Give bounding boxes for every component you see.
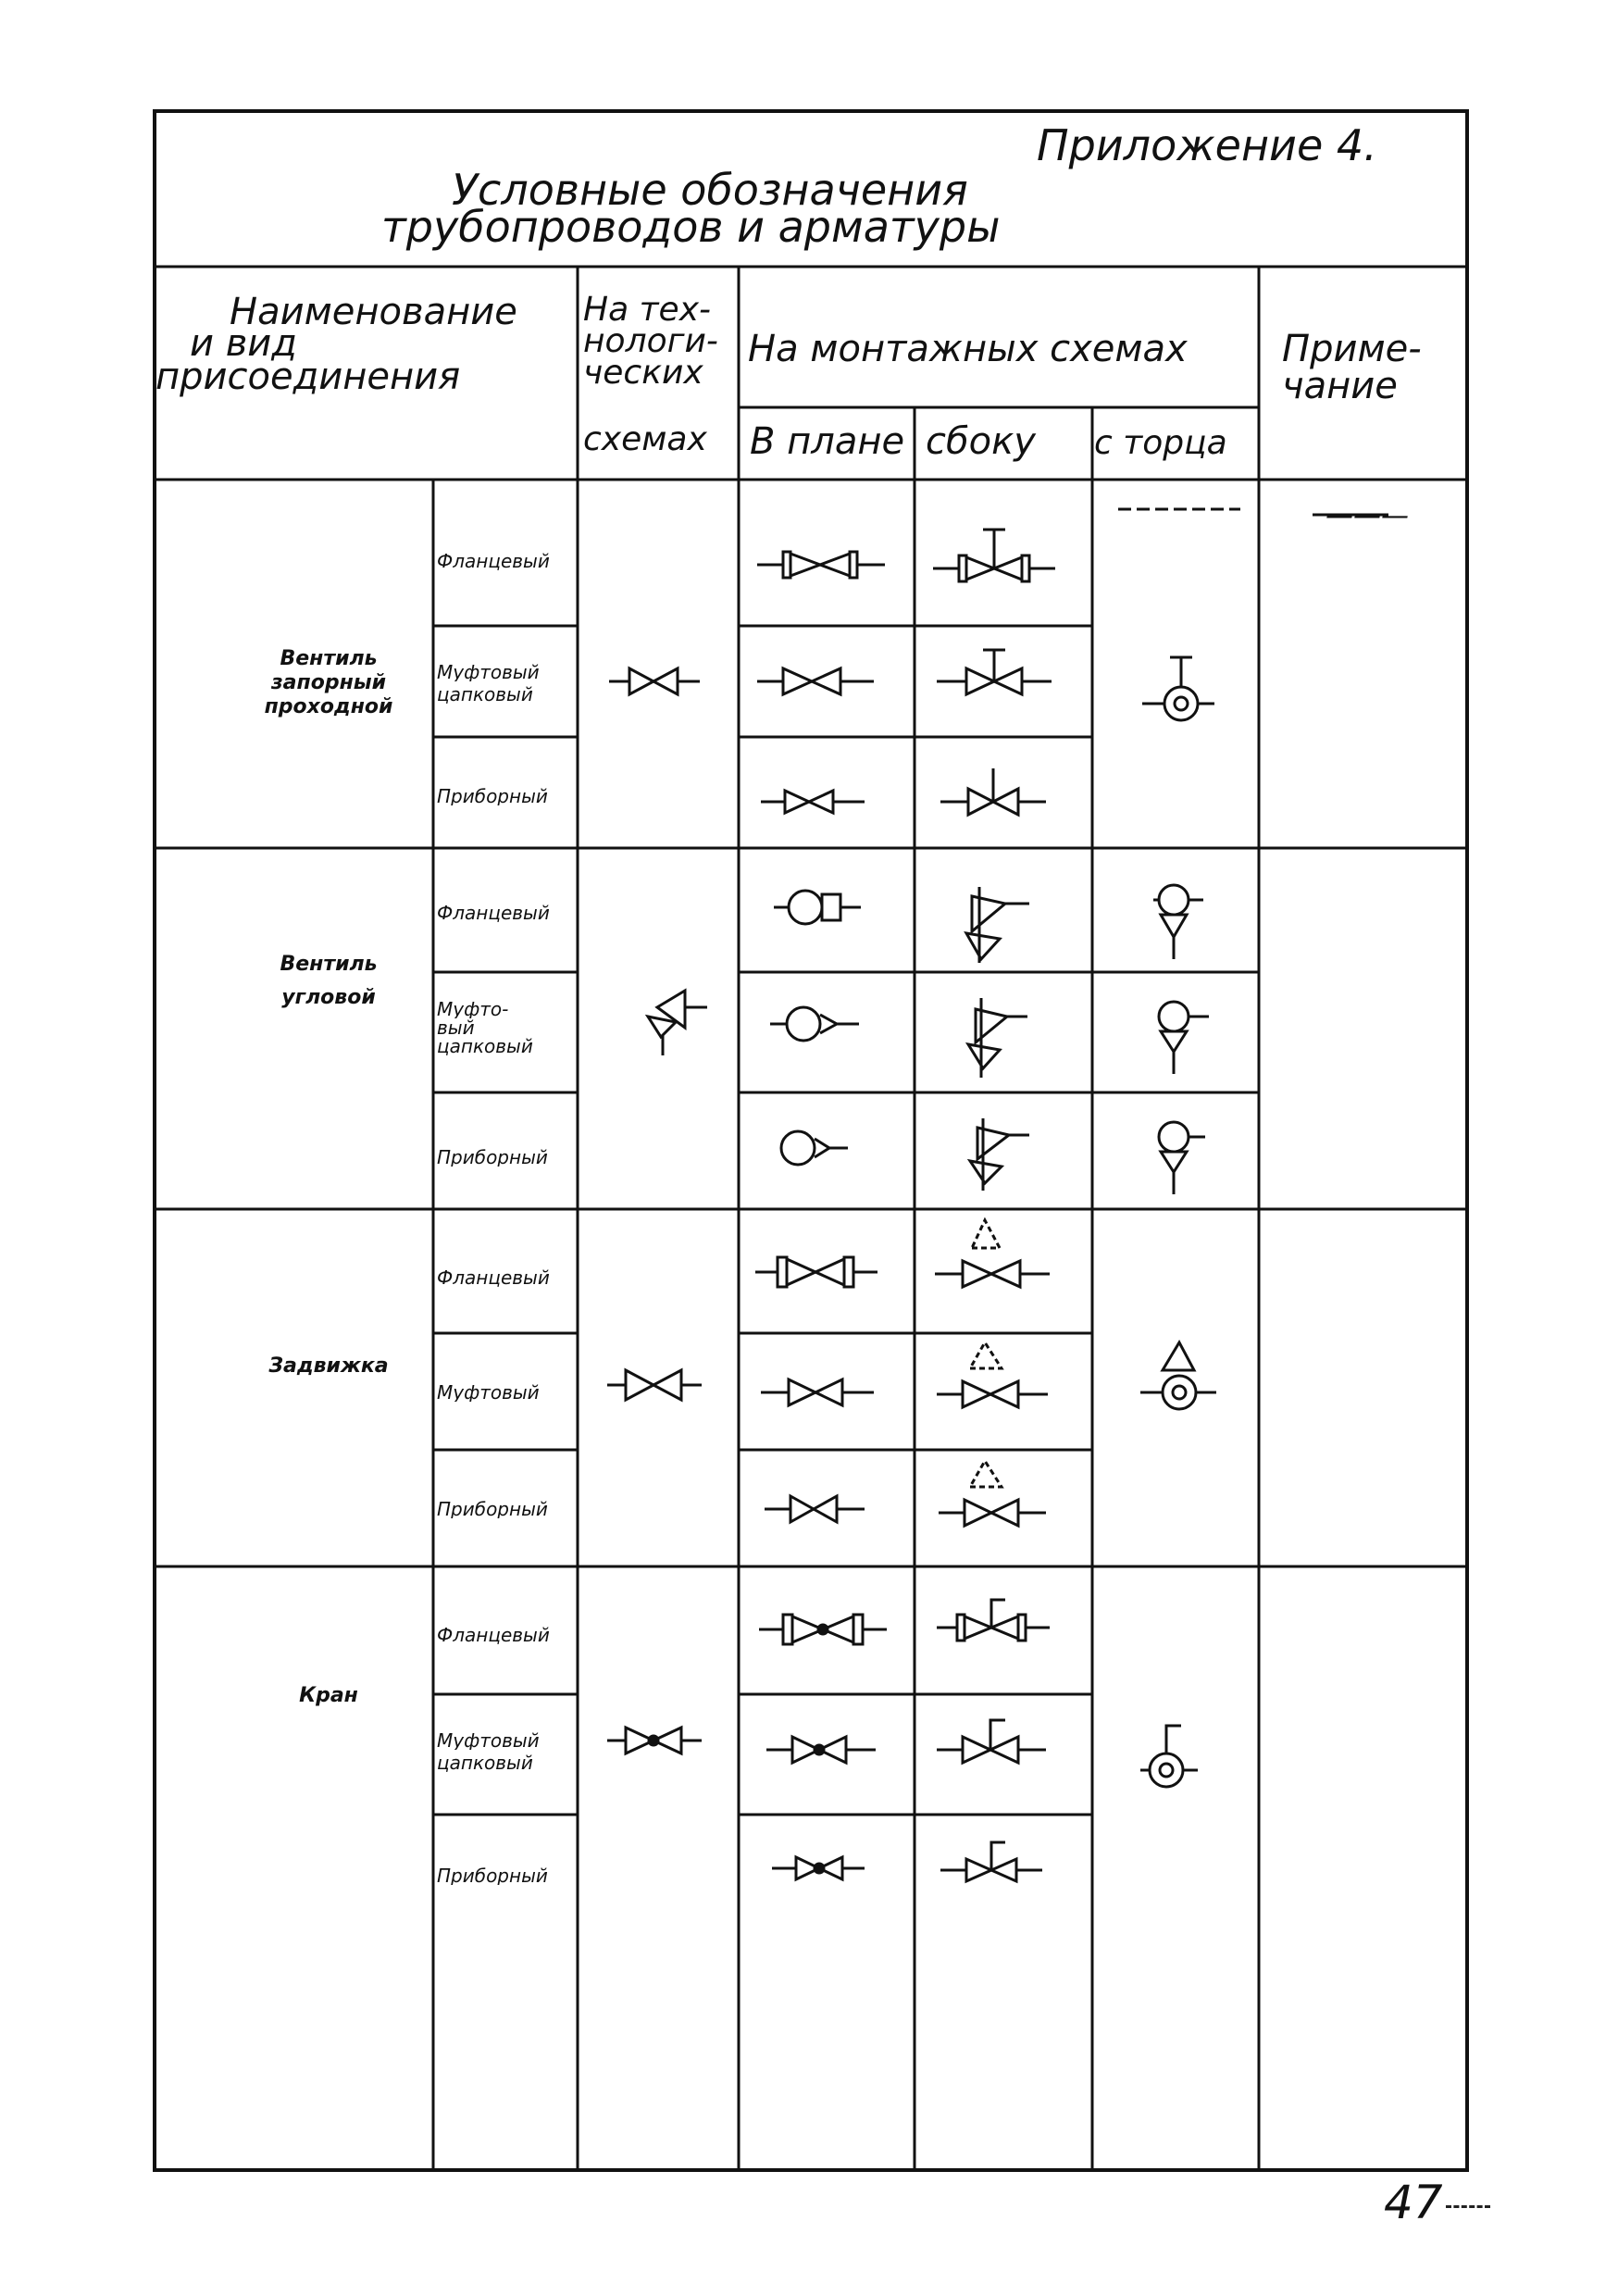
cock-plan-instrument: [772, 1857, 865, 1879]
valve-angle-end-flanged: [1153, 885, 1203, 959]
connection-instrument: Приборный: [437, 787, 548, 805]
header-note-line-1: Приме-: [1282, 328, 1422, 370]
valve-angle-tech-symbol: [648, 991, 707, 1055]
cock-end-symbol: [1140, 1726, 1198, 1787]
connection-flanged: Фланцевый: [437, 552, 550, 570]
header-tech-line-2: нологи-: [583, 322, 718, 360]
connection-coupling-line-1: Муфтовый: [437, 663, 540, 681]
valve-straight-tech-symbol: [609, 668, 700, 694]
valve-angle-plan-coupling: [770, 1007, 859, 1041]
valve-angle-side-coupling: [968, 998, 1027, 1078]
valve-straight-side-flanged: [933, 530, 1055, 581]
gate-valve-side-flanged: [935, 1220, 1050, 1287]
valve-angle-end-coupling: [1159, 1002, 1209, 1074]
title-line-1: Условные обозначения: [452, 165, 968, 215]
valve-straight-side-coupling: [937, 650, 1052, 694]
header-montage: На монтажных схемах: [748, 328, 1188, 370]
header-tech-line-1: На тех-: [583, 291, 711, 329]
valve-straight-plan-flanged: [757, 552, 885, 578]
cock-side-flanged: [937, 1600, 1050, 1641]
group-valve-angle-line-1: Вентиль: [280, 953, 378, 976]
header-tech-line-3: ческих: [583, 354, 703, 392]
valve-angle-plan-flanged: [774, 891, 861, 924]
header-side: сбоку: [926, 420, 1036, 463]
group-gate-valve: Задвижка: [268, 1354, 389, 1378]
valve-angle-plan-instrument: [781, 1131, 848, 1165]
valve-straight-plan-instrument: [761, 791, 865, 813]
note-dash: ———: [1326, 500, 1409, 532]
connection-coupling-line-1: Муфто-: [437, 1000, 509, 1018]
valve-angle-end-instrument: [1159, 1122, 1205, 1194]
connection-instrument: Приборный: [437, 1500, 548, 1518]
appendix-label: Приложение 4.: [1037, 120, 1377, 170]
header-note-line-2: чание: [1282, 365, 1398, 407]
gate-valve-tech-symbol: [607, 1370, 702, 1400]
header-name-line-3: присоединения: [156, 356, 461, 398]
page-number-dash: [1446, 2205, 1490, 2208]
gate-valve-side-coupling: [937, 1342, 1048, 1407]
connection-coupling-line-3: цапковый: [437, 1037, 533, 1055]
page-number: 47: [1384, 2176, 1443, 2229]
header-plan: В плане: [750, 420, 905, 463]
connection-flanged: Фланцевый: [437, 1268, 550, 1287]
connection-flanged: Фланцевый: [437, 904, 550, 922]
gate-valve-end-symbol: [1140, 1342, 1216, 1409]
title-line-2: трубопроводов и арматуры: [381, 202, 1001, 252]
cock-side-coupling: [937, 1720, 1046, 1763]
connection-instrument: Приборный: [437, 1148, 548, 1167]
connection-flanged: Фланцевый: [437, 1626, 550, 1644]
group-cock: Кран: [299, 1684, 358, 1707]
valve-angle-side-instrument: [970, 1118, 1029, 1191]
gate-valve-side-instrument: [939, 1461, 1046, 1526]
gate-valve-plan-flanged: [755, 1257, 877, 1287]
header-name-line-2: и вид: [190, 322, 297, 365]
valve-straight-end-symbol: [1118, 509, 1240, 720]
cock-tech-symbol: [607, 1728, 702, 1753]
group-valve-angle-line-2: угловой: [281, 986, 376, 1009]
gate-valve-plan-coupling: [761, 1379, 874, 1405]
group-valve-straight-line-3: проходной: [264, 695, 393, 718]
cock-plan-coupling: [766, 1737, 876, 1763]
header-tech-line-4: схемах: [583, 420, 707, 458]
header-name-line-1: Наименование: [230, 291, 517, 333]
cock-plan-flanged: [759, 1615, 887, 1644]
connection-coupling-line-2: вый: [437, 1018, 475, 1037]
header-end: с торца: [1094, 424, 1227, 462]
cock-side-instrument: [940, 1842, 1042, 1881]
connection-coupling-line-2: цапковый: [437, 685, 533, 704]
valve-straight-plan-coupling: [757, 668, 874, 694]
connection-coupling-line-2: цапковый: [437, 1753, 533, 1772]
connection-coupling: Муфтовый: [437, 1383, 540, 1402]
valve-angle-side-flanged: [966, 887, 1029, 963]
gate-valve-plan-instrument: [765, 1496, 865, 1522]
group-valve-straight-line-1: Вентиль: [280, 647, 378, 670]
valve-straight-side-instrument: [940, 768, 1046, 815]
connection-instrument: Приборный: [437, 1866, 548, 1885]
group-valve-straight-line-2: запорный: [270, 671, 387, 694]
connection-coupling-line-1: Муфтовый: [437, 1731, 540, 1750]
table-grid: [153, 267, 1469, 2172]
